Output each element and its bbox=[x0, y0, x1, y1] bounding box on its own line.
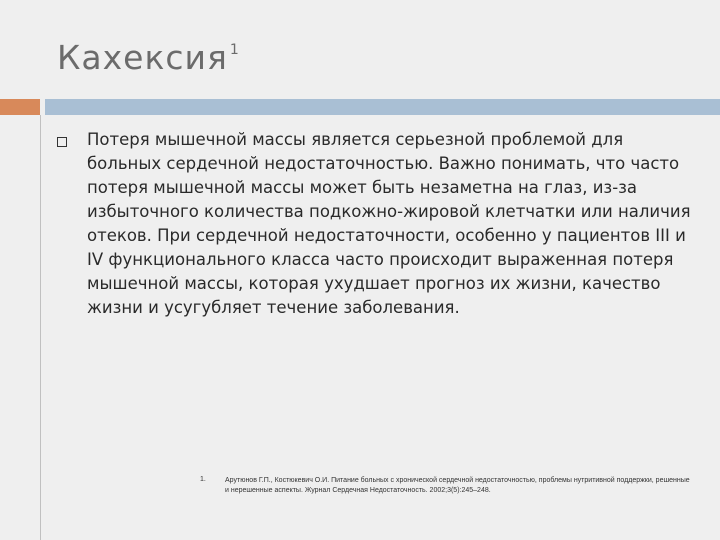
footnote-number: 1. bbox=[200, 476, 206, 483]
slide-title-text: Кахексия bbox=[57, 38, 228, 77]
vertical-divider bbox=[40, 115, 41, 540]
bullet-square-icon bbox=[57, 137, 67, 147]
accent-bar bbox=[0, 99, 40, 115]
footnote-text: Арутюнов Г.П., Костюкевич О.И. Питание больных с хронической сердечной недостаточностью, проблемы нутритивной поддержки, решенные и нерешенные аспекты. Журнал Сердечная Недостаточность. 2002;3(5):245–248. bbox=[225, 477, 690, 494]
footnote-marker: 1 bbox=[229, 42, 240, 58]
header-bar bbox=[45, 99, 720, 115]
slide-title bbox=[57, 38, 240, 77]
body-paragraph: Потеря мышечной массы является серьезной проблемой для больных сердечной недостаточностью. Важно понимать, что часто потеря мышечной массы может быть незаметна на глаз, из-за избыточного количества подкожно-жировой клетчатки или наличия отеков. При сердечной недостаточности, особенно у пациентов III и IV функционального класса часто происходит выраженная потеря мышечной массы, которая ухудшает прогноз их жизни, качество жизни и усугубляет течение заболевания. bbox=[87, 130, 691, 317]
